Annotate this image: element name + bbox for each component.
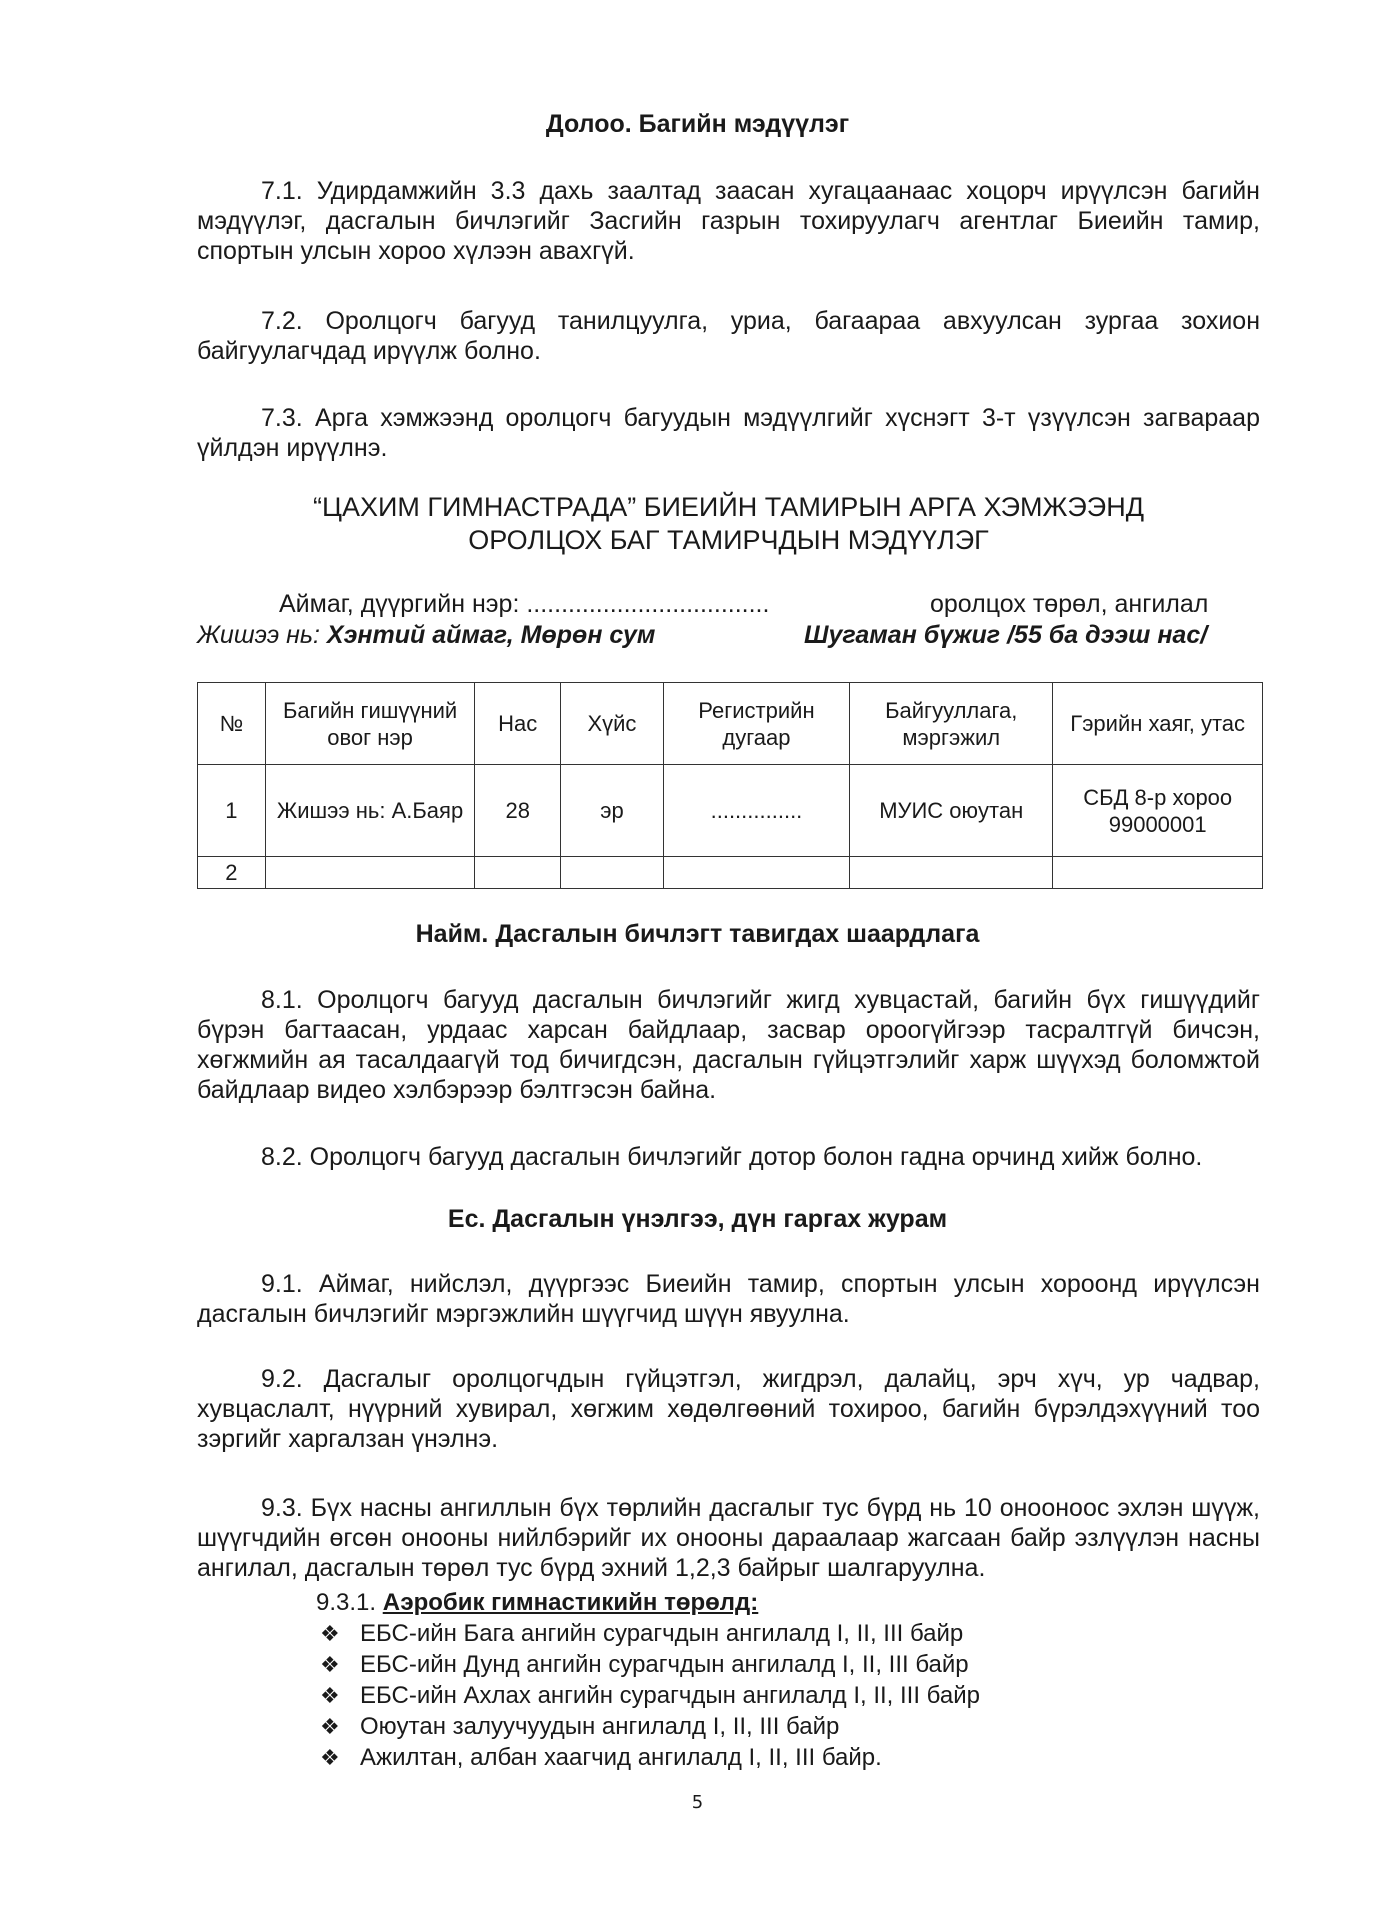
table-header: Багийн гишүүний овог нэр [265,683,475,765]
table-cell [265,857,475,889]
subsection-number: 9.3.1. [316,1589,377,1616]
table-header: Гэрийн хаяг, утас [1053,683,1263,765]
example-category-value: Шугаман бүжиг /55 ба дээш нас/ [804,621,1208,649]
form-title [197,491,1260,557]
paragraph-number: 7.1. [261,177,303,205]
list-item-text: ЕБС-ийн Бага ангийн сурагчдын ангилалд I, II, III байр [360,1620,964,1647]
list-item [320,1680,980,1711]
table-cell: Жишээ нь: А.Баяр [265,765,475,857]
table-cell [663,857,849,889]
paragraph-7-2 [197,306,1260,366]
paragraph-9-3 [197,1493,1260,1583]
example-prefix: Жишээ нь: [197,621,320,649]
list-item [320,1711,839,1742]
category-label: оролцох төрөл, ангилал [930,590,1209,618]
table-cell: СБД 8-р хороо 99000001 [1053,765,1263,857]
section-8-heading: Найм. Дасгалын бичлэгт тавигдах шаардлага [415,920,980,948]
table-header: Байгууллага, мэргэжил [850,683,1053,765]
table-cell: ............... [663,765,849,857]
paragraph-number: 7.3. [261,404,303,432]
bullet-icon: ❖ [320,1683,340,1708]
table-cell [475,857,561,889]
paragraph-9-2 [197,1364,1260,1454]
table-header-row [198,683,1263,765]
list-item-text: Ажилтан, албан хаагчид ангилалд I, II, III байр. [360,1744,882,1771]
paragraph-7-3 [197,403,1260,463]
example-category [804,620,1207,650]
paragraph-text: Удирдамжийн 3.3 дахь заалтад заасан хугацаанаас хоцорч ирүүлсэн багийн мэдүүлэг, дасгалын бичлэгийг Засгийн газрын тохируулагч агентлаг Биеийн тамир, спортын улсын хороо хүлээн авахгүй. [197,177,1260,265]
list-item-text: ЕБС-ийн Дунд ангийн сурагчдын ангилалд I, II, III байр [360,1651,969,1678]
paragraph-number: 8.1. [261,986,303,1014]
paragraph-number: 7.2. [261,307,303,335]
table-header: Хүйс [561,683,664,765]
table-header: № [198,683,266,765]
section-9-heading: Ес. Дасгалын үнэлгээ, дүн гаргах журам [447,1205,948,1233]
paragraph-8-1 [197,985,1260,1105]
table-cell [1053,857,1263,889]
table-cell [850,857,1053,889]
paragraph-text: Оролцогч багууд танилцуулга, уриа, багаараа авхуулсан зургаа зохион байгуулагчдад ирүүлж болно. [197,307,1261,365]
table-cell: 1 [198,765,266,857]
paragraph-text: Дасгалыг оролцогчдын гүйцэтгэл, жигдрэл, далайц, эрч хүч, ур чадвар, хувцаслалт, нүүрний хувирал, хөгжим хөдөлгөөний тохироо, багийн бүрэлдэхүүний тоо зэргийг харгалзан үнэлнэ. [197,1365,1260,1453]
example-location-value: Хэнтий аймаг, Мөрөн сум [326,621,656,649]
paragraph-text: Оролцогч багууд дасгалын бичлэгийг дотор болон гадна орчинд хийж болно. [309,1143,1203,1171]
table-cell [561,857,664,889]
paragraph-number: 9.1. [261,1270,303,1298]
page-number: 5 [691,1792,704,1813]
paragraph-7-1 [197,176,1260,266]
bullet-icon: ❖ [320,1745,340,1770]
subsection-9-3-1 [316,1587,758,1618]
paragraph-text: Арга хэмжээнд оролцогч багуудын мэдүүлгийг хүснэгт 3-т үзүүлсэн загвараар үйлдэн ирүүлнэ. [197,404,1260,462]
table-header: Нас [475,683,561,765]
table-row [198,765,1263,857]
table-cell: эр [561,765,664,857]
table-cell: МУИС оюутан [850,765,1053,857]
list-item [320,1742,882,1773]
paragraph-text: Оролцогч багууд дасгалын бичлэгийг жигд хувцастай, багийн бүх гишүүдийг бүрэн багтаасан, урдаас харсан байдлаар, засвар ороогүйгээр тасралтгүй бичсэн, хөгжмийн ая тасалдаагүй тод бичигдсэн, дасгалын гүйцэтгэлийг харж шүүхэд боломжтой байдлаар видео хэлбэрээр бэлтгэсэн байна. [197,986,1260,1104]
table-cell: 28 [475,765,561,857]
member-table [197,682,1263,889]
list-item-text: Оюутан залуучуудын ангилалд I, II, III байр [360,1713,840,1740]
paragraph-text: Аймаг, нийслэл, дүүргээс Биеийн тамир, спортын улсын хороонд ирүүлсэн дасгалын бичлэгийг мэргэжлийн шүүгчид шүүн явуулна. [197,1270,1260,1328]
table-cell: 2 [198,857,266,889]
list-item-text: ЕБС-ийн Ахлах ангийн сурагчдын ангилалд I, II, III байр [360,1682,980,1709]
paragraph-8-2 [197,1142,1260,1172]
aimag-label: Аймаг, дүүргийн нэр: ................................... [279,590,770,618]
paragraph-9-1 [197,1269,1260,1329]
form-title-line-1: “ЦАХИМ ГИМНАСТРАДА” БИЕИЙН ТАМИРЫН АРГА ХЭМЖЭЭНД [312,492,1144,522]
section-7-heading: Долоо. Багийн мэдүүлэг [545,110,850,138]
paragraph-text: Бүх насны ангиллын бүх төрлийн дасгалыг тус бүрд нь 10 онооноос эхлэн шүүж, шүүгчдийн өгсөн онооны нийлбэрийг их онооны дараалаар жагсаан байр эзлүүлэн насны ангилал, дасгалын төрөл тус бүрд эхний 1,2,3 байрыг шалгаруулна. [197,1494,1260,1582]
bullet-icon: ❖ [320,1621,340,1646]
list-item [320,1618,963,1649]
example-location [197,620,655,650]
bullet-icon: ❖ [320,1714,340,1739]
paragraph-number: 8.2. [261,1143,303,1171]
subsection-title: Аэробик гимнастикийн төрөлд: [382,1589,759,1616]
table-row [198,857,1263,889]
paragraph-number: 9.2. [261,1365,303,1393]
form-title-line-2: ОРОЛЦОХ БАГ ТАМИРЧДЫН МЭДҮҮЛЭГ [468,525,989,555]
list-item [320,1649,969,1680]
bullet-icon: ❖ [320,1652,340,1677]
paragraph-number: 9.3. [261,1494,303,1522]
table-header: Регистрийн дугаар [663,683,849,765]
